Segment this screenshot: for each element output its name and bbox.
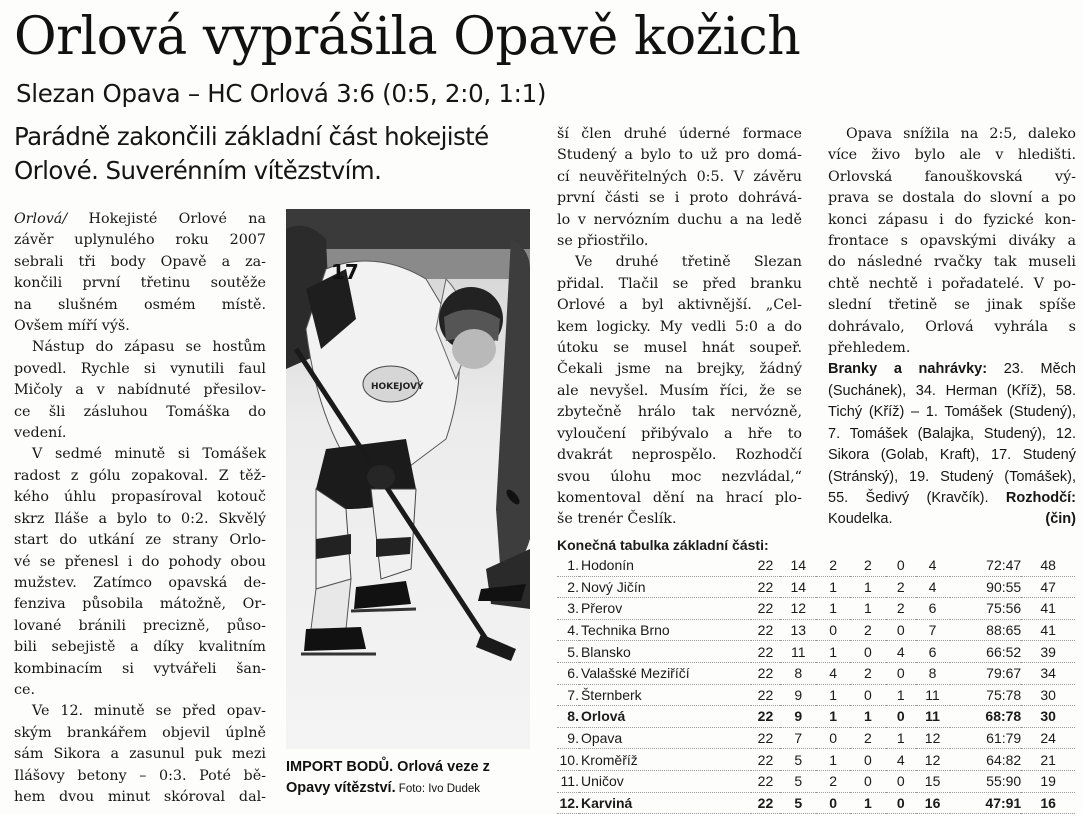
cell-o: 0 [864,643,872,660]
cell-o: 0 [864,686,872,703]
hockey-player-photo [286,209,530,749]
article-column-2 [557,124,802,531]
cell-g: 22 [757,751,774,768]
article-line: ce. [14,681,36,698]
article-line: Ve druhé třetině Slezan [575,254,802,271]
cell-g: 22 [757,773,774,790]
cell-o: 1 [864,600,872,617]
article-line: sebrali tři body Opavě a za- [14,253,266,270]
credits-text: 23. Měch [987,361,1076,378]
cell-team: Blansko [580,643,631,660]
cell-l2: 6 [928,643,937,660]
article-line: dvakrát neprospělo. Rozhodčí [557,447,802,464]
cell-d: 0 [829,794,838,811]
cell-team: Nový Jičín [580,578,646,595]
standings-table [557,555,1075,814]
article-line: dohrávalo, Orlová vyhrála s [828,318,1076,335]
article-line-text: Hokejisté Orlové na [88,211,266,227]
cell-pts: 19 [1040,773,1056,790]
cell-w: 5 [794,751,803,768]
photo-caption [286,757,536,800]
standings-title: Konečná tabulka základní části: [557,537,769,553]
cell-o: 1 [864,708,872,725]
cell-l1: 1 [896,686,905,703]
hockey-player-illustration [286,209,530,749]
cell-o: 2 [864,730,872,747]
cell-d: 4 [829,665,838,682]
article-line: Ovšem míří výš. [14,318,130,335]
cell-g: 22 [757,622,774,639]
article-line: komentoval dění na hrací plo- [557,489,802,506]
standings-row [557,619,1075,641]
cell-l2: 7 [928,622,937,639]
cell-team: Karviná [580,794,633,811]
cell-score: 75:56 [986,600,1022,617]
article-column-3 [828,124,1076,531]
cell-pts: 41 [1040,622,1056,639]
article-line: prava se dostala do slovní a po [828,190,1076,207]
subheadline-score: Slezan Opava – HC Orlová 3:6 (0:5, 2:0, 1:1) [16,79,547,108]
cell-o: 0 [864,773,872,790]
cell-d: 1 [829,578,838,595]
article-line: ce šli zásluhou Tomáška do [14,403,266,420]
article-line: konci zápasu i do fyzické kon- [828,211,1076,228]
article-line: Nástup do zápasu se hostům [32,339,266,356]
article-line: vyloučení přibývalo a hře to [557,425,802,442]
article-line: lované bránili precizně, půso- [14,617,266,634]
standings-row [557,706,1075,728]
article-line: Mičoly a v nabídnuté přesilov- [14,382,266,399]
dateline: Orlová/ [14,211,68,227]
cell-rank: 8. [567,708,579,725]
article-line: še trenér Česlík. [557,511,677,528]
article-line: slední třetině se jinak spíše [828,297,1076,314]
cell-l2: 8 [928,665,937,682]
article-line: Čekali jsme na brejky, žádný [557,361,802,378]
cell-score: 79:67 [986,665,1022,682]
cell-o: 1 [864,794,872,811]
credits-text: 55. Šedivý (Kravčík). [828,489,989,506]
article-line: kého úhlu propasíroval kotouč [14,489,266,506]
cell-w: 14 [790,557,807,574]
cell-w: 9 [794,708,803,725]
cell-score: 55:90 [986,773,1022,790]
standings-row [557,641,1075,663]
article-line: Studený a bylo to už pro domá- [557,147,802,164]
cell-score: 90:55 [986,578,1022,595]
standings-row [557,576,1075,598]
cell-pts: 41 [1040,600,1056,617]
cell-d: 2 [829,557,838,574]
credits-line [828,359,1076,380]
cell-l1: 0 [896,557,905,574]
cell-l1: 0 [896,622,905,639]
cell-team: Opava [580,730,623,747]
cell-rank: 1. [567,557,579,574]
cell-pts: 30 [1040,686,1056,703]
cell-team: Šternberk [580,686,642,703]
cell-w: 8 [794,665,803,682]
cell-w: 14 [790,578,807,595]
cell-w: 12 [790,600,807,617]
cell-pts: 16 [1040,794,1056,811]
cell-l2: 11 [925,708,940,725]
article-line: skrz Iláše a bylo to 0:2. Skvělý [14,510,266,527]
credits-label: Branky a nahrávky: [828,361,988,378]
cell-g: 22 [757,665,774,682]
cell-team: Hodonín [580,557,634,574]
cell-o: 2 [864,622,872,639]
article-line: fenziva působila mátožně, Or- [14,596,266,613]
article-line: povedl. Rychle si vynutili faul [14,360,266,377]
cell-l1: 2 [896,578,905,595]
cell-pts: 34 [1040,665,1056,682]
cell-l2: 12 [924,751,941,768]
cell-l2: 6 [928,600,937,617]
cell-o: 0 [864,751,872,768]
article-line: Ve 12. minutě se před opav- [32,703,266,720]
article-line: se přiostřilo. [557,233,649,250]
cell-score: 61:79 [986,730,1022,747]
cell-l1: 0 [896,708,905,725]
cell-g: 22 [757,794,774,811]
standings-row [557,662,1075,684]
article-line: zbytečně hrálo tak nervózně, [557,404,802,421]
cell-d: 2 [829,773,838,790]
article-line: svou úlohu moc nezvládal,“ [557,468,802,485]
cell-team: Uničov [580,773,624,790]
cell-rank: 9. [567,730,579,747]
cell-l1: 0 [896,665,905,682]
article-line: mužstev. Zatímco opavská de- [14,574,266,591]
cell-team: Přerov [580,600,623,617]
cell-l1: 0 [896,773,905,790]
caption-bold: IMPORT BODŮ. [286,759,394,775]
article-line: kombinacím si vytvářeli šan- [14,660,266,677]
cell-d: 0 [829,622,838,639]
cell-rank: 2. [567,578,579,595]
cell-g: 22 [757,600,774,617]
cell-pts: 39 [1040,643,1056,660]
article-line: chtě nechtě i pořadatelé. V po- [828,275,1076,292]
article-line: V sedmé minutě si Tomášek [32,446,266,463]
cell-d: 0 [829,730,838,747]
cell-rank: 11. [560,773,579,790]
cell-l1: 2 [896,600,905,617]
article-line: přidal. Tlačil se před branku [557,275,802,292]
cell-team: Kroměříž [580,751,638,768]
headline: Orlová vyprášila Opavě kožich [14,7,801,67]
cell-l1: 4 [896,751,905,768]
standings-row [557,555,1075,576]
cell-rank: 4. [567,622,579,639]
cell-d: 1 [829,600,838,617]
standings-row [557,598,1075,620]
article-line: vedení. [14,425,67,442]
referee-name: Koudelka. [828,511,893,528]
article-line: ší člen druhé úderné formace [557,126,802,142]
cell-d: 1 [829,708,838,725]
cell-team: Orlová [580,708,626,725]
cell-score: 75:78 [986,686,1022,703]
cell-o: 2 [864,557,872,574]
lead-line: Parádně zakončili základní část hokejisté [14,122,489,151]
article-line: první části se i proto dohrává- [557,190,802,207]
article-line: Ilášovy betony – 0:3. Poté bě- [14,767,266,784]
cell-rank: 3. [567,600,579,617]
article-line: lo v nervózním duchu a na ledě [557,211,802,228]
standings-row [557,749,1075,771]
cell-l2: 15 [924,773,941,790]
jersey-text: HOKEJOVÝ [371,382,424,392]
credits-line: 7. Tomášek (Balajka, Studený), 12. [828,425,1076,442]
cell-w: 5 [794,773,803,790]
cell-rank: 5. [567,643,579,660]
credits-line [828,488,1076,509]
cell-l1: 1 [896,730,905,747]
jersey-number: 17 [331,260,359,284]
article-line: ským brankářem objevil úplně [14,724,266,741]
article-line: končili první třetinu soutěže [14,275,266,292]
article-line: radost z gólu zopakoval. Z těž- [14,467,266,484]
caption-text: Orlová veze z Opavy vítězství. [286,759,490,796]
article-line: Orlové a byl aktivnější. „Cel- [557,297,802,314]
credits-line: (Stránský), 19. Studený (Tomášek), [828,468,1076,485]
cell-l1: 4 [896,643,905,660]
cell-score: 64:82 [986,751,1022,768]
article-line: start do utkání ze strany Orlo- [14,532,266,549]
cell-w: 13 [790,622,807,639]
lead-line: Orlové. Suverénním vítězstvím. [14,156,382,185]
cell-pts: 47 [1040,578,1056,595]
cell-w: 9 [794,686,803,703]
cell-rank: 10. [559,751,579,768]
standings-row [557,684,1075,706]
cell-l2: 4 [928,578,937,595]
cell-rank: 7. [567,686,579,703]
cell-d: 1 [829,751,838,768]
article-line: ale nevyšel. Musím říci, že se [557,382,802,399]
article-line: Opava snížila na 2:5, daleko [846,126,1076,142]
article-line: útoku se musel hnát soupeř. [557,340,802,357]
cell-pts: 21 [1040,751,1056,768]
cell-score: 72:47 [986,557,1022,574]
cell-o: 1 [864,578,872,595]
article-column-1 [14,209,266,808]
lead-paragraph [14,120,554,188]
article-line: přehledem. [828,340,911,357]
cell-w: 11 [791,643,806,660]
standings-row [557,770,1075,792]
cell-team: Technika Brno [580,622,670,639]
cell-g: 22 [757,708,774,725]
credits-line: (Suchánek), 34. Herman (Kříž), 58. [828,382,1076,399]
article-line: do následné rvačky tak museli [828,254,1076,271]
cell-score: 66:52 [986,643,1022,660]
article-line: cí neuvěřitelných 0:5. V závěru [557,168,802,185]
article-line [14,209,266,230]
cell-g: 22 [757,578,774,595]
cell-g: 22 [757,557,774,574]
article-line: bili sebejistě a díky kvalitním [14,639,266,656]
article-line: frontace s opavskými diváky a [828,233,1076,250]
article-line: sám Sikora a zasunul puk mezi [14,746,266,763]
article-line: na slušném osmém místě. [14,296,266,313]
cell-score: 88:65 [986,622,1022,639]
cell-w: 5 [794,794,803,811]
cell-score: 68:78 [985,708,1022,725]
cell-d: 1 [829,643,838,660]
cell-score: 47:91 [985,794,1022,811]
cell-team: Valašské Meziříčí [580,665,690,682]
cell-pts: 30 [1040,708,1056,725]
referee-label: Rozhodčí: [1005,489,1076,506]
cell-pts: 48 [1040,557,1056,574]
credits-line: Tichý (Kříž) – 1. Tomášek (Studený), [828,404,1076,421]
standings-row [557,727,1075,749]
cell-o: 2 [864,665,872,682]
cell-l1: 0 [896,794,905,811]
cell-l2: 12 [924,730,941,747]
article-line: vé se přenesl i do pohody obou [14,553,266,570]
cell-l2: 16 [924,794,941,811]
cell-pts: 24 [1040,730,1056,747]
cell-rank: 12. [559,794,579,811]
credits-line [828,509,1076,530]
cell-d: 1 [829,686,838,703]
article-line: více živo bylo ale v hledišti. [828,147,1076,164]
cell-l2: 11 [925,686,940,703]
photo-credit: Foto: Ivo Dudek [395,783,480,795]
article-line: závěr uplynulého roku 2007 [14,232,266,249]
article-line: Orlovská fanouškovská vý- [828,168,1076,185]
article-line: kem logicky. My vedli 5:0 a do [557,318,802,335]
article-line: hem dvou minut skóroval dal- [14,788,266,805]
cell-rank: 6. [567,665,579,682]
cell-l2: 4 [928,557,937,574]
cell-g: 22 [757,643,774,660]
goals-assists [828,359,1076,530]
cell-w: 7 [794,730,803,747]
cell-g: 22 [757,730,774,747]
credits-line: Sikora (Golab, Kraft), 17. Studený [828,447,1076,464]
cell-g: 22 [757,686,774,703]
author-tag: (čin) [1045,511,1076,528]
